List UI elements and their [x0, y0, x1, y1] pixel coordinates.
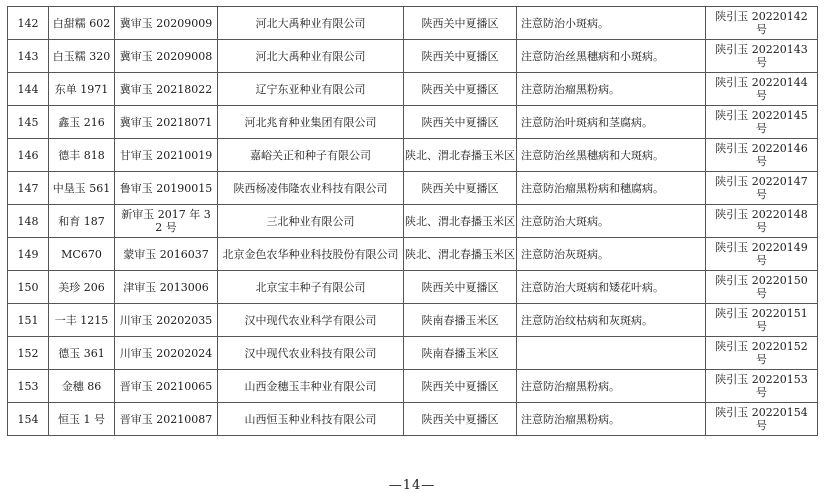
row-number: 151 — [8, 304, 49, 337]
introduction-number: 陕引玉 20220142 号 — [706, 7, 818, 40]
applicant-company: 汉中现代农业科学有限公司 — [218, 304, 404, 337]
introduction-number: 陕引玉 20220149 号 — [706, 238, 818, 271]
table-row — [8, 7, 818, 40]
row-number: 153 — [8, 370, 49, 403]
suitable-region: 陕南春播玉米区 — [404, 304, 517, 337]
page-number: —14— — [388, 478, 436, 493]
suitable-region: 陕西关中夏播区 — [404, 403, 517, 436]
row-number: 149 — [8, 238, 49, 271]
cultivation-note: 注意防治灰斑病。 — [517, 238, 706, 271]
cultivation-note: 注意防治丝黑穗病和小斑病。 — [517, 40, 706, 73]
cultivation-note: 注意防治瘤黑粉病。 — [517, 73, 706, 106]
table-row — [8, 205, 818, 238]
suitable-region: 陕西关中夏播区 — [404, 172, 517, 205]
row-number: 143 — [8, 40, 49, 73]
introduction-number: 陕引玉 20220152 号 — [706, 337, 818, 370]
row-number: 152 — [8, 337, 49, 370]
suitable-region: 陕北、渭北春播玉米区 — [404, 205, 517, 238]
applicant-company: 河北大禹种业有限公司 — [218, 40, 404, 73]
variety-name: MC670 — [49, 238, 115, 271]
row-number: 146 — [8, 139, 49, 172]
table-row — [8, 73, 818, 106]
original-approval-number: 冀审玉 20218022 — [115, 73, 218, 106]
table-row — [8, 370, 818, 403]
applicant-company: 河北大禹种业有限公司 — [218, 7, 404, 40]
introduction-number: 陕引玉 20220153 号 — [706, 370, 818, 403]
suitable-region: 陕西关中夏播区 — [404, 370, 517, 403]
variety-name: 东单 1971 — [49, 73, 115, 106]
applicant-company: 汉中现代农业科技有限公司 — [218, 337, 404, 370]
applicant-company: 嘉峪关正和种子有限公司 — [218, 139, 404, 172]
row-number: 144 — [8, 73, 49, 106]
table-row — [8, 271, 818, 304]
applicant-company: 河北兆育种业集团有限公司 — [218, 106, 404, 139]
applicant-company: 北京宝丰种子有限公司 — [218, 271, 404, 304]
table-row — [8, 403, 818, 436]
introduction-number: 陕引玉 20220147 号 — [706, 172, 818, 205]
table-row — [8, 106, 818, 139]
original-approval-number: 晋审玉 20210065 — [115, 370, 218, 403]
suitable-region: 陕西关中夏播区 — [404, 40, 517, 73]
suitable-region: 陕南春播玉米区 — [404, 337, 517, 370]
applicant-company: 辽宁东亚种业有限公司 — [218, 73, 404, 106]
variety-name: 和育 187 — [49, 205, 115, 238]
original-approval-number: 新审玉 2017 年 32 号 — [115, 205, 218, 238]
original-approval-number: 冀审玉 20209008 — [115, 40, 218, 73]
table-row — [8, 337, 818, 370]
suitable-region: 陕西关中夏播区 — [404, 7, 517, 40]
introduction-number: 陕引玉 20220150 号 — [706, 271, 818, 304]
variety-table — [7, 6, 818, 436]
original-approval-number: 甘审玉 20210019 — [115, 139, 218, 172]
suitable-region: 陕西关中夏播区 — [404, 73, 517, 106]
introduction-number: 陕引玉 20220145 号 — [706, 106, 818, 139]
variety-name: 白甜糯 602 — [49, 7, 115, 40]
cultivation-note — [517, 337, 706, 370]
cultivation-note: 注意防治丝黑穗病和大斑病。 — [517, 139, 706, 172]
variety-name: 恒玉 1 号 — [49, 403, 115, 436]
cultivation-note: 注意防治纹枯病和灰斑病。 — [517, 304, 706, 337]
row-number: 147 — [8, 172, 49, 205]
table-row — [8, 172, 818, 205]
variety-name: 金穗 86 — [49, 370, 115, 403]
variety-name: 美珍 206 — [49, 271, 115, 304]
table-row — [8, 40, 818, 73]
applicant-company: 陕西杨凌伟隆农业科技有限公司 — [218, 172, 404, 205]
original-approval-number: 津审玉 2013006 — [115, 271, 218, 304]
original-approval-number: 川审玉 20202035 — [115, 304, 218, 337]
introduction-number: 陕引玉 20220151 号 — [706, 304, 818, 337]
table-row — [8, 304, 818, 337]
original-approval-number: 冀审玉 20218071 — [115, 106, 218, 139]
original-approval-number: 川审玉 20202024 — [115, 337, 218, 370]
applicant-company: 三北种业有限公司 — [218, 205, 404, 238]
row-number: 154 — [8, 403, 49, 436]
variety-name: 德玉 361 — [49, 337, 115, 370]
cultivation-note: 注意防治大斑病。 — [517, 205, 706, 238]
variety-name: 鑫玉 216 — [49, 106, 115, 139]
row-number: 150 — [8, 271, 49, 304]
original-approval-number: 蒙审玉 2016037 — [115, 238, 218, 271]
cultivation-note: 注意防治叶斑病和茎腐病。 — [517, 106, 706, 139]
variety-name: 中垦玉 561 — [49, 172, 115, 205]
applicant-company: 山西恒玉种业科技有限公司 — [218, 403, 404, 436]
introduction-number: 陕引玉 20220143 号 — [706, 40, 818, 73]
cultivation-note: 注意防治大斑病和矮花叶病。 — [517, 271, 706, 304]
suitable-region: 陕西关中夏播区 — [404, 271, 517, 304]
introduction-number: 陕引玉 20220154 号 — [706, 403, 818, 436]
original-approval-number: 鲁审玉 20190015 — [115, 172, 218, 205]
original-approval-number: 冀审玉 20209009 — [115, 7, 218, 40]
variety-name: 一丰 1215 — [49, 304, 115, 337]
row-number: 145 — [8, 106, 49, 139]
cultivation-note: 注意防治瘤黑粉病。 — [517, 403, 706, 436]
suitable-region: 陕北、渭北春播玉米区 — [404, 139, 517, 172]
introduction-number: 陕引玉 20220144 号 — [706, 73, 818, 106]
applicant-company: 北京金色农华种业科技股份有限公司 — [218, 238, 404, 271]
variety-name: 德丰 818 — [49, 139, 115, 172]
row-number: 148 — [8, 205, 49, 238]
suitable-region: 陕北、渭北春播玉米区 — [404, 238, 517, 271]
table-row — [8, 238, 818, 271]
table-row — [8, 139, 818, 172]
original-approval-number: 晋审玉 20210087 — [115, 403, 218, 436]
cultivation-note: 注意防治瘤黑粉病和穗腐病。 — [517, 172, 706, 205]
cultivation-note: 注意防治小斑病。 — [517, 7, 706, 40]
cultivation-note: 注意防治瘤黑粉病。 — [517, 370, 706, 403]
suitable-region: 陕西关中夏播区 — [404, 106, 517, 139]
table-body — [8, 7, 818, 436]
variety-name: 白玉糯 320 — [49, 40, 115, 73]
applicant-company: 山西金穗玉丰种业有限公司 — [218, 370, 404, 403]
introduction-number: 陕引玉 20220148 号 — [706, 205, 818, 238]
introduction-number: 陕引玉 20220146 号 — [706, 139, 818, 172]
row-number: 142 — [8, 7, 49, 40]
